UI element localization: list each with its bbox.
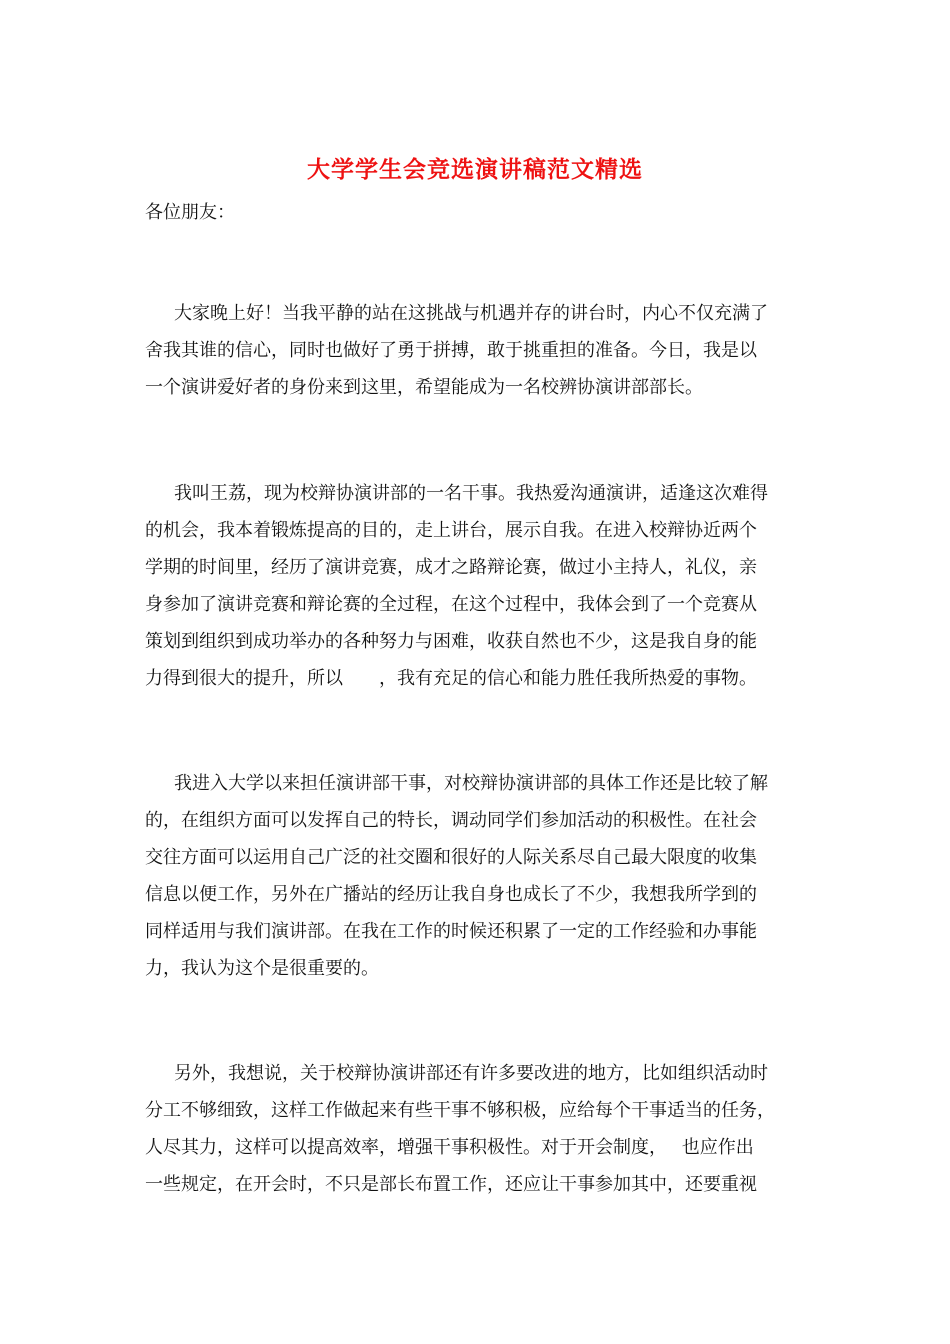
paragraph-line: 的，在组织方面可以发挥自己的特长，调动同学们参加活动的积极性。在社会 — [145, 810, 757, 831]
paragraph-line: 身参加了演讲竞赛和辩论赛的全过程，在这个过程中，我体会到了一个竞赛从 — [145, 594, 757, 615]
paragraph-line: 交往方面可以运用自己广泛的社交圈和很好的人际关系尽自己最大限度的收集 — [145, 847, 757, 868]
paragraph-line: 信息以便工作，另外在广播站的经历让我自身也成长了不少，我想我所学到的 — [145, 884, 757, 905]
paragraph-line: 学期的时间里，经历了演讲竞赛，成才之路辩论赛，做过小主持人，礼仪，亲 — [145, 557, 757, 578]
paragraph-line: 分工不够细致，这样工作做起来有些干事不够积极，应给每个干事适当的任务， — [145, 1100, 775, 1121]
paragraph-1 — [145, 295, 807, 406]
greeting: 各位朋友： — [145, 202, 235, 223]
paragraph-line: 舍我其谁的信心，同时也做好了勇于拼搏，敢于挑重担的准备。今日，我是以 — [145, 340, 757, 361]
paragraph-2 — [145, 475, 807, 697]
paragraph-line: 一些规定，在开会时，不只是部长布置工作，还应让干事参加其中，还要重视 — [145, 1174, 757, 1195]
paragraph-line: 人尽其力，这样可以提高效率，增强干事积极性。对于开会制度， 也应作出 — [145, 1137, 754, 1158]
document-title: 大学学生会竞选演讲稿范文精选 — [307, 156, 643, 183]
paragraph-3 — [145, 765, 807, 987]
paragraph-line: 的机会，我本着锻炼提高的目的，走上讲台，展示自我。在进入校辩协近两个 — [145, 520, 757, 541]
paragraph-line: 力，我认为这个是很重要的。 — [145, 958, 379, 979]
paragraph-4 — [145, 1055, 807, 1203]
paragraph-line: 我进入大学以来担任演讲部干事，对校辩协演讲部的具体工作还是比较了解 — [174, 773, 768, 794]
paragraph-line: 力得到很大的提升，所以 ，我有充足的信心和能力胜任我所热爱的事物。 — [145, 668, 757, 689]
paragraph-line: 另外，我想说，关于校辩协演讲部还有许多要改进的地方，比如组织活动时 — [174, 1063, 768, 1084]
paragraph-line: 策划到组织到成功举办的各种努力与困难，收获自然也不少，这是我自身的能 — [145, 631, 757, 652]
paragraph-line: 大家晚上好！当我平静的站在这挑战与机遇并存的讲台时，内心不仅充满了 — [174, 303, 768, 324]
paragraph-line: 一个演讲爱好者的身份来到这里，希望能成为一名校辨协演讲部部长。 — [145, 377, 703, 398]
paragraph-line: 我叫王荔，现为校辩协演讲部的一名干事。我热爱沟通演讲，适逢这次难得 — [174, 483, 768, 504]
paragraph-line: 同样适用与我们演讲部。在我在工作的时候还积累了一定的工作经验和办事能 — [145, 921, 757, 942]
